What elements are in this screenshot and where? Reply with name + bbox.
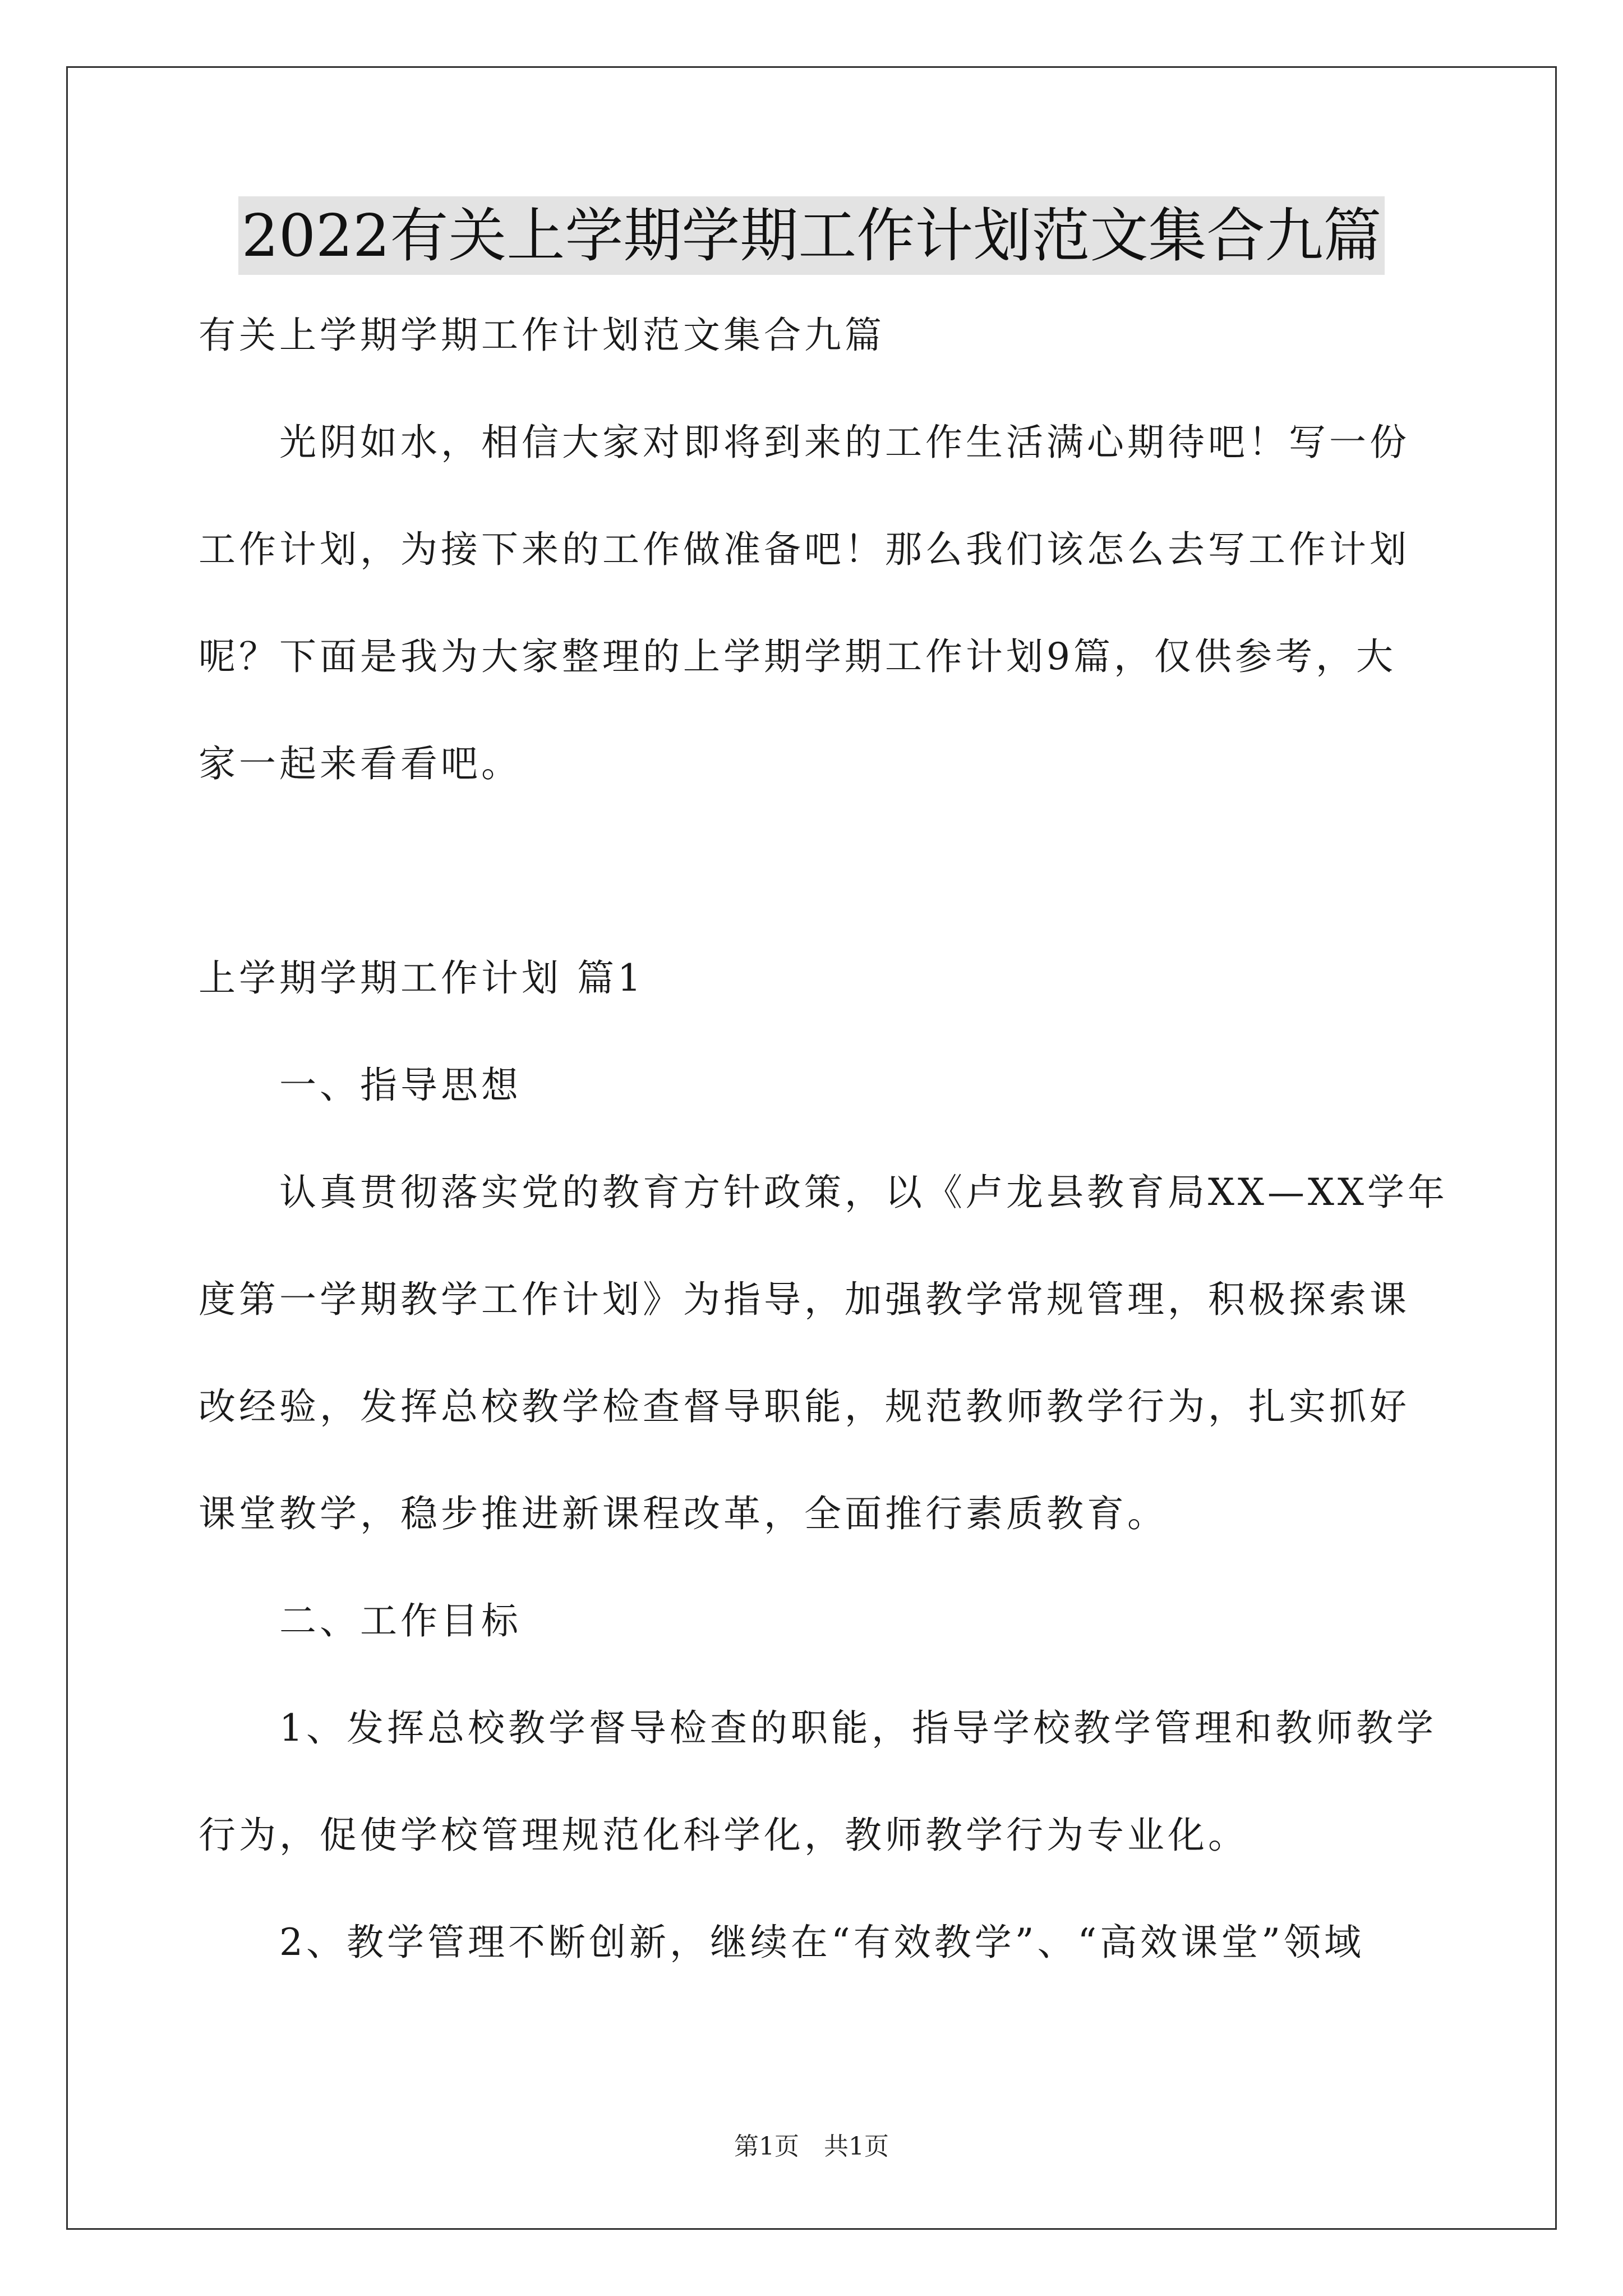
paragraph-line: 工作计划，为接下来的工作做准备吧！那么我们该怎么去写工作计划 <box>199 528 1410 571</box>
subtitle-line: 有关上学期学期工作计划范文集合九篇 <box>199 314 885 357</box>
paragraph-line: 课堂教学，稳步推进新课程改革，全面推行素质教育。 <box>199 1492 1168 1535</box>
paragraph-line: 度第一学期教学工作计划》为指导，加强教学常规管理，积极探索课 <box>199 1278 1410 1321</box>
paragraph-line: 2、教学管理不断创新，继续在“有效教学”、“高效课堂”领域 <box>279 1921 1364 1964</box>
paragraph-line: 1、发挥总校教学督导检查的职能，指导学校教学管理和教师教学 <box>279 1706 1437 1750</box>
subsection-heading: 二、工作目标 <box>279 1599 522 1642</box>
paragraph-line: 光阴如水，相信大家对即将到来的工作生活满心期待吧！写一份 <box>279 421 1410 464</box>
title-container <box>0 196 1623 275</box>
subsection-heading: 一、指导思想 <box>279 1064 522 1107</box>
section-heading: 上学期学期工作计划 篇1 <box>199 956 644 1000</box>
document-title: 2022有关上学期学期工作计划范文集合九篇 <box>238 196 1385 275</box>
paragraph-line: 呢？下面是我为大家整理的上学期学期工作计划9篇，仅供参考，大 <box>199 635 1396 678</box>
paragraph-line: 改经验，发挥总校教学检查督导职能，规范教师教学行为，扎实抓好 <box>199 1385 1410 1428</box>
page-border <box>66 66 1557 2230</box>
page-footer: 第1页 共1页 <box>734 2132 889 2161</box>
paragraph-line: 行为，促使学校管理规范化科学化，教师教学行为专业化。 <box>199 1814 1248 1857</box>
paragraph-line: 认真贯彻落实党的教育方针政策，以《卢龙县教育局XX—XX学年 <box>279 1171 1448 1214</box>
paragraph-line: 家一起来看看吧。 <box>199 742 522 785</box>
